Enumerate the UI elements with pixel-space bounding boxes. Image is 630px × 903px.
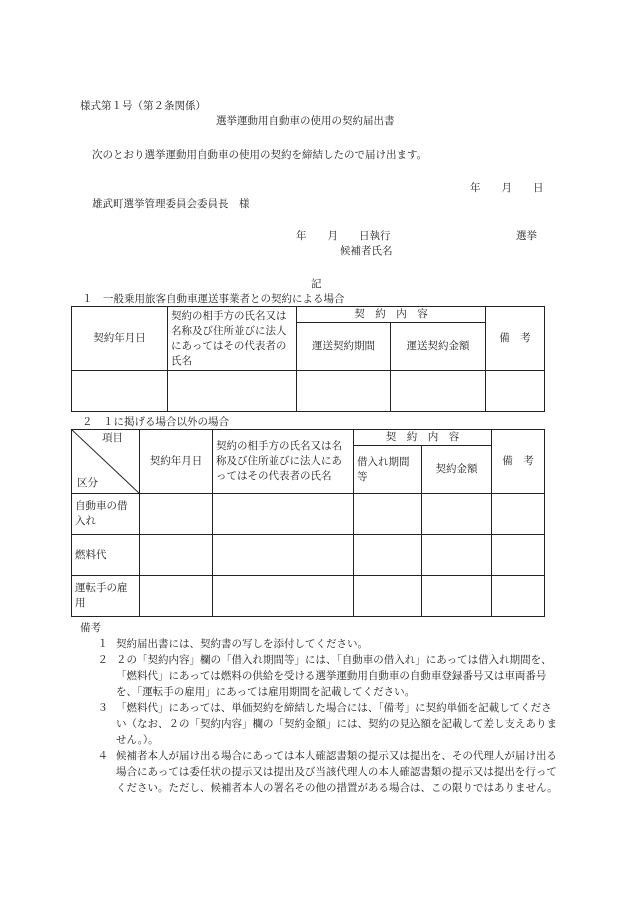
note-item — [80, 748, 560, 796]
s1-cell-remarks[interactable] — [486, 371, 545, 412]
s1-header-amount: 運送契約金額 — [391, 323, 486, 371]
s2-cell[interactable] — [354, 494, 422, 535]
s2-cell[interactable] — [492, 494, 545, 535]
s2-cell[interactable] — [422, 576, 492, 617]
note-number: ３ — [97, 702, 108, 714]
note-number: １ — [97, 638, 108, 650]
section2-table — [71, 429, 545, 617]
s2-header-date: 契約年月日 — [140, 430, 213, 494]
note-text: 「燃料代」にあっては、単価契約を締結した場合には、「備考」に契約単価を記載してください（なお、２の「契約内容」欄の「契約金額」には、契約の見込額を記載して差し支えありません。）。 — [116, 702, 557, 746]
ki-label: 記 — [311, 278, 322, 290]
s2-corner-bottom: 区分 — [77, 477, 98, 489]
election-label: 選挙 — [516, 230, 537, 242]
note-number: ２ — [97, 654, 108, 666]
s2-cell[interactable] — [492, 535, 545, 576]
s2-corner-cell — [72, 430, 140, 494]
form-number: 様式第１号（第２条関係） — [80, 100, 206, 112]
s2-row-label-fuel: 燃料代 — [72, 535, 140, 576]
s2-cell[interactable] — [422, 535, 492, 576]
note-number: ４ — [97, 750, 108, 762]
s1-header-content: 契 約 内 容 — [297, 307, 486, 323]
s1-cell-date[interactable] — [72, 371, 168, 412]
notes-section — [80, 620, 560, 796]
s2-cell[interactable] — [354, 535, 422, 576]
section1-table — [71, 306, 545, 412]
s2-row-label-car: 自動車の借入れ — [72, 494, 140, 535]
section1-heading: １ 一般乗用旅客自動車運送事業者との契約による場合 — [82, 293, 345, 305]
election-date: 年 月 日執行 — [296, 230, 391, 242]
note-item — [80, 652, 560, 700]
note-item — [80, 636, 560, 652]
s2-header-remarks: 備 考 — [492, 430, 545, 494]
s2-cell[interactable] — [140, 494, 213, 535]
candidate-name-label: 候補者氏名 — [340, 245, 393, 257]
document-title: 選挙運動用自動車の使用の契約届出書 — [216, 115, 395, 127]
s2-cell[interactable] — [140, 535, 213, 576]
section2-heading: ２ １に掲げる場合以外の場合 — [82, 416, 229, 428]
s2-header-content: 契 約 内 容 — [354, 430, 492, 446]
note-text: 契約届出書には、契約書の写しを添付してください。 — [116, 638, 368, 650]
s2-cell[interactable] — [422, 494, 492, 535]
s1-header-remarks: 備 考 — [486, 307, 545, 371]
submission-date: 年 月 日 — [470, 182, 544, 194]
note-text: ２の「契約内容」欄の「借入れ期間等」には、「自動車の借入れ」にあっては借入れ期間を、「燃料代」にあっては燃料の供給を受ける選挙運動用自動車の自動車登録番号又は車両番号を、「運転手の雇用」にあっては雇用期間を記載してください。 — [116, 654, 552, 698]
s1-header-period: 運送契約期間 — [297, 323, 391, 371]
s1-header-party: 契約の相手方の氏名又は名称及び住所並びに法人にあってはその代表者の氏名 — [168, 307, 297, 371]
s1-cell-amount[interactable] — [391, 371, 486, 412]
s2-cell[interactable] — [213, 494, 354, 535]
intro-text: 次のとおり選挙運動用自動車の使用の契約を締結したので届け出ます。 — [92, 149, 428, 161]
s2-cell[interactable] — [492, 576, 545, 617]
note-text: 候補者本人が届け出る場合にあっては本人確認書類の提示又は提出を、その代理人が届け出る場合にあっては委任状の提示又は提出及び当該代理人の本人確認書類の提示又は提出を行ってください。ただし、候補者本人の署名その他の措置がある場合は、この限りではありません。 — [116, 750, 558, 794]
s1-cell-period[interactable] — [297, 371, 391, 412]
s2-header-party: 契約の相手方の氏名又は名称及び住所並びに法人にあってはその代表者の氏名 — [213, 430, 354, 494]
s2-cell[interactable] — [140, 576, 213, 617]
addressee: 雄武町選挙管理委員会委員長 様 — [92, 198, 250, 210]
notes-heading: 備考 — [80, 622, 101, 634]
s1-cell-party[interactable] — [168, 371, 297, 412]
s2-row-label-driver: 運転手の雇用 — [72, 576, 140, 617]
s2-cell[interactable] — [213, 576, 354, 617]
note-item — [80, 700, 560, 748]
s2-cell[interactable] — [213, 535, 354, 576]
s2-header-period: 借入れ期間等 — [354, 446, 422, 494]
s2-cell[interactable] — [354, 576, 422, 617]
s2-header-amount: 契約金額 — [422, 446, 492, 494]
s1-header-date: 契約年月日 — [72, 307, 168, 371]
s2-corner-top: 項目 — [102, 432, 123, 444]
